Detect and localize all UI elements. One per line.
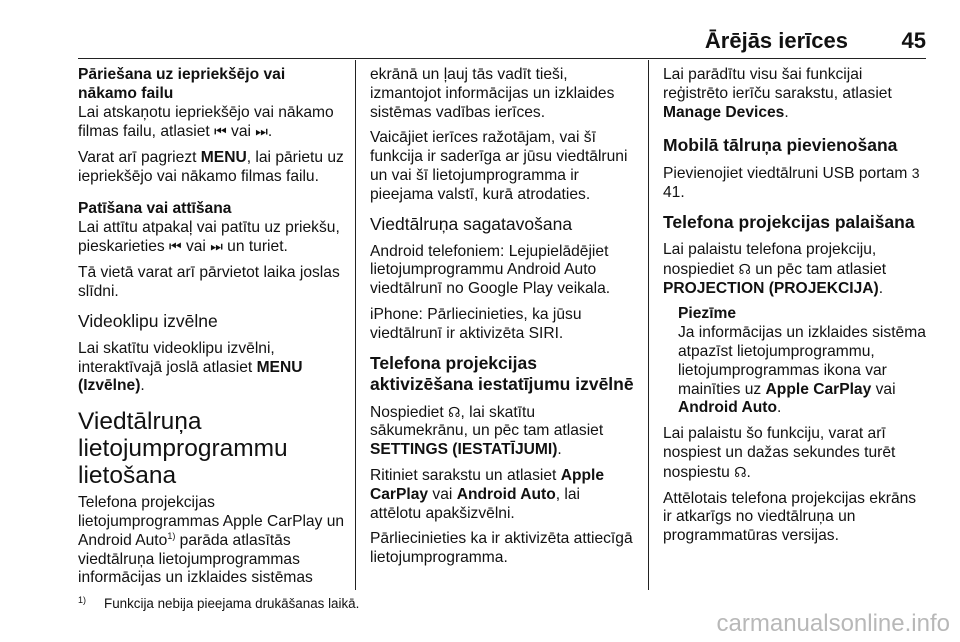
paragraph <box>78 340 348 396</box>
text: Lai parādītu visu šai funkcijai reģistrēto ierīču sarakstu, atlasiet <box>663 66 892 102</box>
skip-previous-icon: ⏮ <box>169 238 182 255</box>
paragraph <box>663 241 928 298</box>
watermark: carmanualsonline.info <box>716 610 950 637</box>
subheading-prev-next: Pāriešana uz iepriekšējo vai nākamo failu <box>78 66 286 102</box>
menu-label: MENU (Izvēlne) <box>78 358 303 395</box>
text: parāda atlasītās viedtālruņa lietojumprogrammas informācijas un izklaides sistēmas <box>78 531 313 587</box>
subheading-rewind: Patīšana vai attīšana <box>78 199 232 217</box>
text: Lai palaistu šo funkciju, varat arī nospiest un dažas sekundes turēt nospiestu <box>663 425 896 481</box>
paragraph: Pārliecinieties ka ir aktivizēta attiecīgā lietojumprogramma. <box>370 530 633 567</box>
text: . <box>784 103 789 121</box>
text: Varat arī pagriezt <box>78 149 201 167</box>
heading-projection-start: Telefona projekcijas palaišana <box>663 211 915 232</box>
paragraph <box>78 219 348 258</box>
column-2 <box>370 66 635 575</box>
home-icon: ☊ <box>738 260 751 277</box>
text: Nospiediet <box>370 403 449 421</box>
text: , lai attēlotu apakšizvēlni. <box>370 485 581 522</box>
menu-label: SETTINGS (IESTATĪJUMI) <box>370 441 558 459</box>
paragraph <box>370 467 635 523</box>
footnote-text: Funkcija nebija pieejama drukāšanas laikā. <box>104 596 360 611</box>
text: 41. <box>663 184 685 202</box>
skip-next-icon: ⏭ <box>255 123 268 140</box>
text: . <box>267 123 273 141</box>
header-rule <box>78 58 926 59</box>
menu-label: PROJECTION (PROJEKCIJA) <box>663 279 879 297</box>
text: . <box>140 377 145 395</box>
paragraph: ekrānā un ļauj tās vadīt tieši, izmantojot informācijas un izklaides sistēmas vadības ierīces. <box>370 66 615 121</box>
menu-label: Android Auto <box>456 485 556 503</box>
paragraph <box>78 149 348 187</box>
paragraph <box>78 494 348 588</box>
paragraph: Attēlotais telefona projekcijas ekrāns ir atkarīgs no viedtālruņa un programmatūras versijas. <box>663 489 917 545</box>
paragraph: Vaicājiet ierīces ražotājam, vai šī funkcija ir saderīga ar jūsu viedtālruni un vai šī lietojumprogramma ir pieejama valstī, kurā atrodaties. <box>370 129 628 203</box>
text: Lai attītu atpakaļ vai patītu uz priekšu, pieskarieties <box>78 218 340 256</box>
text: , lai skatītu sākumekrānu, un pēc tam atlasiet <box>370 403 604 440</box>
note-title: Piezīme <box>678 305 737 323</box>
paragraph <box>78 104 348 143</box>
page-title: Ārējās ierīces <box>704 28 848 53</box>
paragraph: Android telefoniem: Lejupielādējiet lietojumprogrammu Android Auto viedtālrunī no Google Play veikala. <box>370 242 611 298</box>
heading-video-menu: Videoklipu izvēlne <box>78 310 218 331</box>
section-heading: Viedtālruņa lietojumprogrammu lietošana <box>78 408 288 490</box>
text: Ja informācijas un izklaides sistēma atpazīst lietojumprogrammu, lietojumprogrammas ikona var mainīties uz <box>678 324 926 398</box>
page-reference-arrow-icon: 3 <box>911 165 920 182</box>
column-1 <box>78 66 348 595</box>
paragraph <box>663 425 928 482</box>
page-header <box>78 22 926 52</box>
footnote-mark: 1) <box>78 594 87 605</box>
text: , lai pārietu uz iepriekšējo vai nākamo filmas failu. <box>78 149 344 185</box>
column-3 <box>663 66 928 553</box>
text: . <box>746 463 751 481</box>
menu-label: MENU <box>200 149 247 167</box>
footnote <box>78 596 359 611</box>
heading-phone-prep: Viedtālruņa sagatavošana <box>370 213 573 234</box>
heading-projection-settings: Telefona projekcijas aktivizēšana iestatījumu izvēlnē <box>370 352 634 394</box>
text: vai <box>181 238 211 256</box>
text: Lai palaistu telefona projekciju, nospiediet <box>663 240 877 278</box>
note-box <box>678 305 928 418</box>
paragraph <box>370 403 635 460</box>
text: . <box>878 279 884 297</box>
text: . <box>777 399 782 417</box>
text: vai <box>226 123 256 141</box>
home-icon: ☊ <box>734 463 747 480</box>
menu-label: Apple CarPlay <box>370 466 605 503</box>
menu-label: Manage Devices <box>663 103 785 121</box>
column-divider-1 <box>355 60 356 590</box>
heading-mobile-connect: Mobilā tālruņa pievienošana <box>663 135 898 156</box>
column-divider-2 <box>648 60 649 590</box>
skip-previous-icon: ⏮ <box>214 123 227 140</box>
text: un turiet. <box>222 238 288 256</box>
text: Lai atskaņotu iepriekšējo vai nākamo filmas failu, atlasiet <box>78 103 334 141</box>
text: Telefona projekcijas lietojumprogrammas Apple CarPlay un Android Auto <box>78 494 345 549</box>
paragraph <box>663 164 928 203</box>
text: vai <box>428 485 457 503</box>
page-number: 45 <box>901 28 926 53</box>
paragraph <box>663 66 928 122</box>
footnote-ref: 1) <box>167 530 176 541</box>
text: un pēc tam atlasiet <box>750 260 887 278</box>
text: vai <box>871 380 896 398</box>
note-text <box>678 324 928 418</box>
text: Pievienojiet viedtālruni USB portam <box>663 165 912 183</box>
home-icon: ☊ <box>448 403 461 420</box>
menu-label: Apple CarPlay <box>765 380 872 398</box>
text: Lai skatītu videoklipu izvēlni, interaktīvajā joslā atlasiet <box>78 339 275 376</box>
skip-next-icon: ⏭ <box>210 238 223 255</box>
paragraph: iPhone: Pārliecinieties, ka jūsu viedtālrunī ir aktivizēta SIRI. <box>370 305 582 342</box>
text: Ritiniet sarakstu un atlasiet <box>370 466 561 484</box>
menu-label: Android Auto <box>678 399 778 417</box>
text: . <box>557 441 562 459</box>
paragraph: Tā vietā varat arī pārvietot laika joslas slīdni. <box>78 264 340 300</box>
